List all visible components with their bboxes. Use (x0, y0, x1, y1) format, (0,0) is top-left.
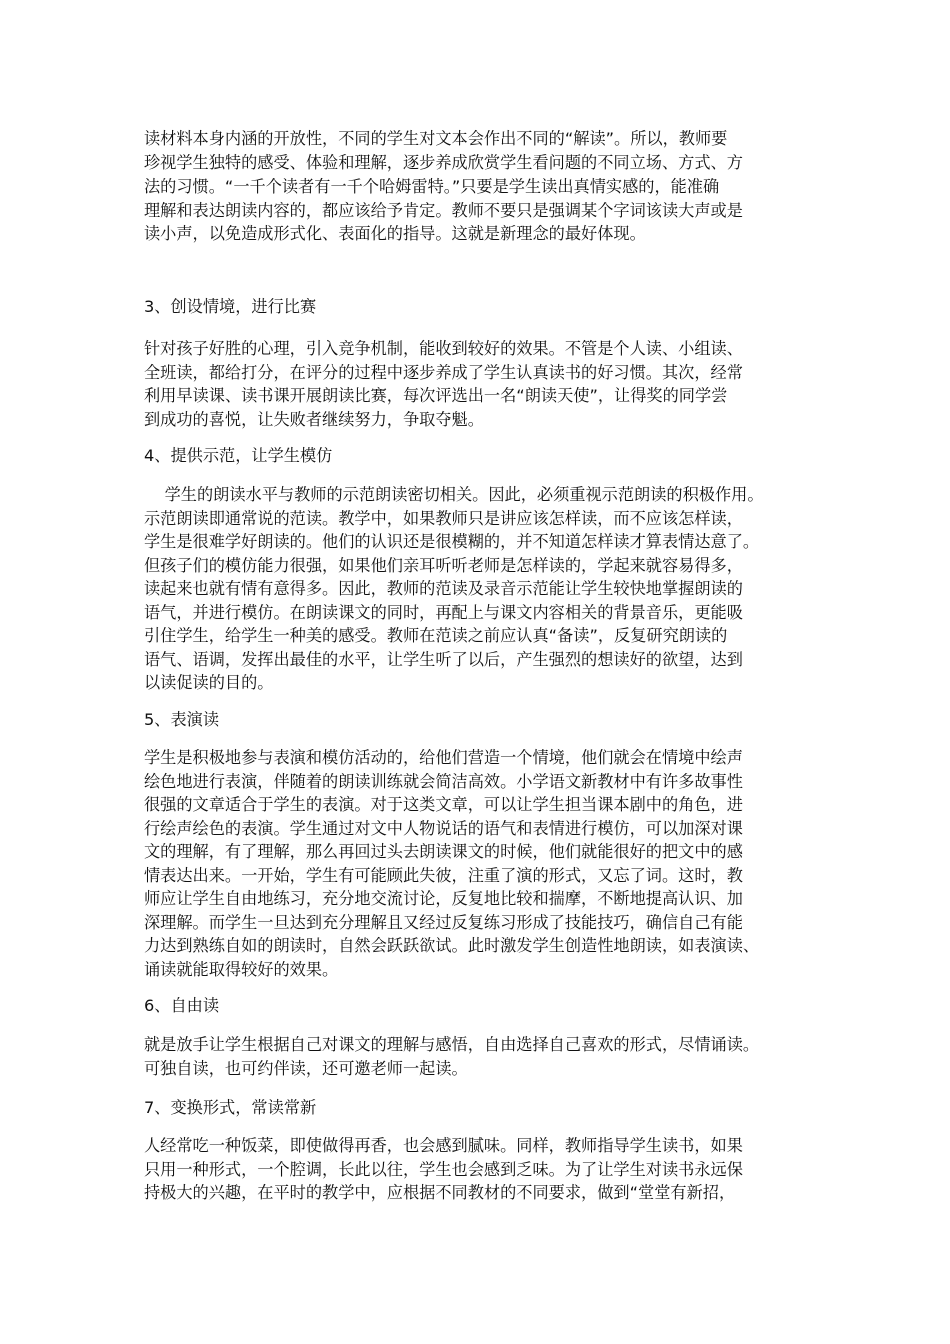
section-heading: 5、表演读 (144, 710, 220, 729)
body-text-line: 读小声，以免造成形式化、表面化的指导。这就是新理念的最好体现。 (144, 224, 646, 243)
body-text-line: 深理解。而学生一旦达到充分理解且又经过反复练习形成了技能技巧，确信自己有能 (144, 913, 743, 932)
body-text-line: 很强的文章适合于学生的表演。对于这类文章，可以让学生担当课本剧中的角色，进 (144, 795, 743, 814)
body-text-line: 只用一种形式，一个腔调，长此以往，学生也会感到乏味。为了让学生对读书永远保 (144, 1160, 743, 1179)
body-text-line: 语气，并进行模仿。在朗读课文的同时，再配上与课文内容相关的背景音乐，更能吸 (144, 603, 743, 622)
body-text-line: 全班读，都给打分，在评分的过程中逐步养成了学生认真读书的好习惯。其次，经常 (144, 363, 743, 382)
body-text-line: 持极大的兴趣，在平时的教学中，应根据不同教材的不同要求，做到“堂堂有新招， (144, 1183, 736, 1202)
body-text-line: 可独自读，也可约伴读，还可邀老师一起读。 (144, 1059, 468, 1078)
body-text-line: 学生是积极地参与表演和模仿活动的，给他们营造一个情境，他们就会在情境中绘声 (144, 748, 743, 767)
body-text-line: 学生是很难学好朗读的。他们的认识还是很模糊的，并不知道怎样读才算表情达意了。 (144, 532, 760, 551)
body-text-line: 以读促读的目的。 (144, 673, 274, 692)
body-text-line: 读材料本身内涵的开放性，不同的学生对文本会作出不同的“解读”。所以，教师要 (144, 129, 728, 148)
body-text-line: 法的习惯。“一千个读者有一千个哈姆雷特。”只要是学生读出真情实感的，能准确 (144, 177, 720, 196)
body-text-line: 师应让学生自由地练习，充分地交流讨论，反复地比较和揣摩，不断地提高认识、加 (144, 889, 743, 908)
body-text-line: 绘色地进行表演，伴随着的朗读训练就会简洁高效。小学语文新教材中有许多故事性 (144, 772, 743, 791)
section-heading: 3、创设情境，进行比赛 (144, 297, 317, 316)
body-text-line: 针对孩子好胜的心理，引入竞争机制，能收到较好的效果。不管是个人读、小组读、 (144, 339, 743, 358)
section-heading: 4、提供示范，让学生模仿 (144, 446, 333, 465)
body-text-line: 情表达出来。一开始，学生有可能顾此失彼，注重了演的形式，又忘了词。这时，教 (144, 866, 743, 885)
body-text-line: 引住学生，给学生一种美的感受。教师在范读之前应认真“备读”，反复研究朗读的 (144, 626, 728, 645)
section-heading: 6、自由读 (144, 996, 220, 1015)
body-text-line: 人经常吃一种饭菜，即使做得再香，也会感到腻味。同样，教师指导学生读书，如果 (144, 1136, 743, 1155)
body-text-line: 但孩子们的模仿能力很强，如果他们亲耳听听老师是怎样读的，学起来就容易得多， (144, 556, 743, 575)
body-text-line: 语气、语调，发挥出最佳的水平，让学生听了以后，产生强烈的想读好的欲望，达到 (144, 650, 743, 669)
body-text-line: 珍视学生独特的感受、体验和理解，逐步养成欣赏学生看问题的不同立场、方式、方 (144, 153, 743, 172)
section-heading: 7、变换形式，常读常新 (144, 1098, 317, 1117)
body-text-line: 到成功的喜悦，让失败者继续努力，争取夺魁。 (144, 410, 484, 429)
body-text-line: 读起来也就有情有意得多。因此，教师的范读及录音示范能让学生较快地掌握朗读的 (144, 579, 743, 598)
body-text-line: 学生的朗读水平与教师的示范朗读密切相关。因此，必须重视示范朗读的积极作用。 (144, 485, 764, 504)
body-text-line: 文的理解，有了理解，那么再回过头去朗读课文的时候，他们就能很好的把文中的感 (144, 842, 743, 861)
body-text-line: 理解和表达朗读内容的，都应该给予肯定。教师不要只是强调某个字词该读大声或是 (144, 201, 743, 220)
body-text-line: 利用早读课、读书课开展朗读比赛，每次评选出一名“朗读天使”，让得奖的同学尝 (144, 386, 728, 405)
body-text-line: 诵读就能取得较好的效果。 (144, 960, 339, 979)
body-text-line: 行绘声绘色的表演。学生通过对文中人物说话的语气和表情进行模仿，可以加深对课 (144, 819, 743, 838)
body-text-line: 示范朗读即通常说的范读。教学中，如果教师只是讲应该怎样读，而不应该怎样读， (144, 509, 743, 528)
body-text-line: 力达到熟练自如的朗读时，自然会跃跃欲试。此时激发学生创造性地朗读，如表演读、 (144, 936, 760, 955)
body-text-line: 就是放手让学生根据自己对课文的理解与感悟，自由选择自己喜欢的形式，尽情诵读。 (144, 1035, 760, 1054)
